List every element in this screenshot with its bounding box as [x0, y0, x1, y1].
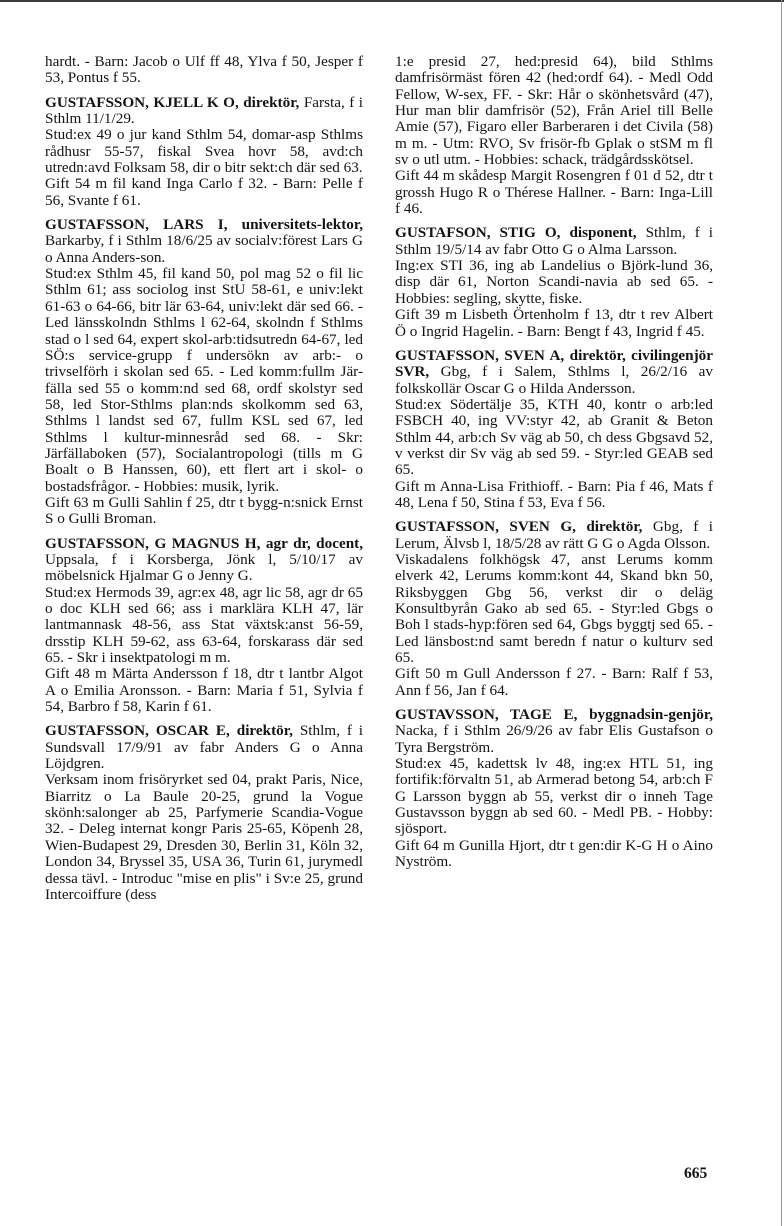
entry-heading: GUSTAFSSON, SVEN A, direktör, civilingenjör SVR, [395, 346, 713, 381]
entry-intro: Nacka, f i Sthlm 26/9/26 av fabr Elis Gustafson o Tyra Bergström. [395, 722, 713, 756]
entry-paragraph: Stud:ex 49 o jur kand Sthlm 54, domar-asp Sthlms rådhusr 55-57, fiskal Svea hovr 58, avd:ch utredn:avd Folksam 58, dir o bitr sekt:ch där sed 63. [45, 126, 363, 177]
entry-paragraph: Stud:ex Sthlm 45, fil kand 50, pol mag 52 o fil lic Sthlm 61; ass sociolog inst StU 58-61, e univ:lekt 61-63 o 64-66, bitr lär 63-64, univ:lekt där sed 66. - Led länsskolndn Sthlms l 62-64, skolndn f Sthlms stad o l sed 64, expert skol-arb:tidsutredn 64-67, led SÖ:s service-grupp f undersökn av arb:- o trivselförh i skolan sed 65. - Led komm:fullm Jär-fälla sed 55 o komm:nd sed 68, ordf skolstyr sed 58, led Stor-Sthlms plan:nds skolkomm sed 63, Sthlms l landst sed 67, fullm KSL sed 67, led Sthlms l kultur-minnesråd sed 68. - Skr: Järfällaboken (57), Socialantropologi (tills m G Boalt o B Hanssen, 60), ett flert art i skol- o bostadsfrågor. - Hobbies: musik, lyrik. [45, 265, 363, 495]
entry-intro: Gbg, f i Salem, Sthlms l, 26/2/16 av folkskollär Oscar G o Hilda Andersson. [395, 363, 713, 397]
entry-intro: Sthlm, f i Sundsvall 17/9/91 av fabr Anders G o Anna Löjdgren. [45, 722, 364, 773]
entry-kjell-gustafsson [45, 95, 363, 209]
entry-paragraph: 1:e presid 27, hed:presid 64), bild Sthlms damfrisörmäst fören 42 (hed:ordf 64). - Medl Odd Fellow, W-sex, FF. - Skr: Hår o skönhetsvård (47), Hur man blir damfrisör (52), Från Ariel till Belle Amie (57), Figaro eller Barberaren i det Civila (58) m m. - Utm: RVO, Sv frisör-fb Gplak o stSM m fl sv o utl utm. - Hobbies: schack, trädgårdsskötsel. [395, 53, 713, 169]
entry-stig-gustafson [395, 225, 713, 339]
entry-paragraph: Stud:ex 45, kadettsk lv 48, ing:ex HTL 51, ing fortifik:förvaltn 51, ab Armerad betong 54, arb:ch F G Larsson byggn ab 55, verkst dir o inneh Tage Gustavsson byggn ab sed 60. - Medl PB. - Hobby: sjösport. [395, 755, 713, 838]
entry-magnus-gustafsson [45, 536, 363, 716]
entry-paragraph: Gift 39 m Lisbeth Örtenholm f 13, dtr t rev Albert Ö o Ingrid Hagelin. - Barn: Bengt f 43, Ingrid f 45. [395, 306, 713, 340]
right-column [395, 54, 713, 879]
entry-paragraph: Stud:ex Södertälje 35, KTH 40, kontr o arb:led FSBCH 40, ing VV:styr 42, ab Granit & Beton Sthlm 44, arb:ch Sv väg ab 50, ch dess Gbgsavd 52, v verkst dir Sv väg ab sed 59. - Styr:led GEAB sed 65. [395, 395, 713, 479]
entry-heading: GUSTAFSSON, OSCAR E, direktör, [45, 722, 293, 740]
entry-paragraph: Gift 50 m Gull Andersson f 27. - Barn: Ralf f 53, Ann f 56, Jan f 64. [395, 665, 713, 699]
page-number: 665 [684, 1165, 708, 1182]
page-right-edge [781, 0, 782, 1226]
entry-paragraph: Ing:ex STI 36, ing ab Landelius o Björk-lund 36, disp där 61, Norton Scandi-navia ab sed 65. - Hobbies: segling, skytte, fiske. [395, 257, 713, 307]
entry-heading: GUSTAFSSON, SVEN G, direktör, [395, 518, 643, 536]
entry-intro: Gbg, f i Lerum, Älvsb l, 18/5/28 av rätt G G o Agda Olsson. [395, 518, 714, 552]
entry-tage-gustavsson [395, 707, 713, 870]
entry-paragraph: Gift 63 m Gulli Sahlin f 25, dtr t bygg-n:snick Ernst S o Gulli Broman. [45, 493, 363, 528]
entry-heading: GUSTAFSSON, G MAGNUS H, agr dr, docent, [45, 534, 363, 552]
entry-heading: GUSTAVSSON, TAGE E, byggnadsin-genjör, [395, 706, 713, 724]
entry-paragraph: Gift 64 m Gunilla Hjort, dtr t gen:dir K-G H o Aino Nyström. [395, 836, 713, 871]
entry-paragraph: Gift m Anna-Lisa Frithioff. - Barn: Pia f 46, Mats f 48, Lena f 50, Stina f 53, Eva f 56. [395, 477, 713, 511]
entry-heading: GUSTAFSSON, LARS I, universitets-lektor, [45, 216, 363, 234]
entry-intro: Sthlm, f i Sthlm 19/5/14 av fabr Otto G o Alma Larsson. [395, 224, 714, 258]
left-column [45, 54, 363, 911]
entry-intro: Farsta, f i Sthlm 11/1/29. [45, 93, 363, 128]
page-top-rule [0, 0, 784, 2]
entry-paragraph: Verksam inom frisöryrket sed 04, prakt Paris, Nice, Biarritz o La Baule 20-25, grund la Vogue skönh:salonger ab 25, Parfymerie Scandia-Vogue 32. - Deleg internat kongr Paris 25-65, Köpenh 28, Wien-Budapest 29, Dresden 30, Berlin 31, Köln 32, London 34, Bryssel 35, USA 36, Turin 61, jurymedl dessa tävl. - Introduc "mise en plis" i Sv:e 25, grund Intercoiffure (dess [45, 771, 363, 903]
entry-intro: Uppsala, f i Korsberga, Jönk l, 5/10/17 av möbelsnick Hjalmar G o Jenny G. [45, 550, 363, 585]
entry-paragraph: Gift 48 m Märta Andersson f 18, dtr t lantbr Algot A o Emilia Aronsson. - Barn: Maria f 51, Sylvia f 54, Barbro f 58, Karin f 61. [45, 665, 363, 716]
entry-sven-g-gustafsson [395, 519, 713, 699]
continuation-text [395, 54, 713, 217]
entry-heading: GUSTAFSSON, KJELL K O, direktör, [45, 93, 300, 111]
entry-intro: Barkarby, f i Sthlm 18/6/25 av socialv:förest Lars G o Anna Anders-son. [45, 232, 363, 266]
continuation-text: hardt. - Barn: Jacob o Ulf ff 48, Ylva f 50, Jesper f 53, Pontus f 55. [45, 53, 363, 87]
entry-oscar-gustafsson [45, 723, 363, 903]
entry-heading: GUSTAFSON, STIG O, disponent, [395, 224, 637, 242]
entry-paragraph: Viskadalens folkhögsk 47, anst Lerums komm elverk 42, Lerums komm:kont 44, Skand bkn 50, Riksbyggen Gbg 56, verkst dir o deläg Konsultbyrån Gako ab sed 65. - Styr:led Gbgs o Boh l stads-hyp:fören sed 64, Gbgs byggtj sed 65. - Led länsbost:nd samt beredn f natur o kulturv sed 65. [395, 550, 713, 667]
entry-paragraph: Gift 54 m fil kand Inga Carlo f 32. - Barn: Pelle f 56, Svante f 61. [45, 175, 363, 209]
entry-sven-a-gustafsson [395, 348, 713, 511]
entry-paragraph: Stud:ex Hermods 39, agr:ex 48, agr lic 58, agr dr 65 o doc KLH sed 66; ass i marklära KLH 47, lär lantmannask 48-56, ass Stat växtsk:anst 56-59, drsstip KLH 59-62, ass 63-64, forskarass där sed 65. - Skr i insektpatologi m m. [45, 583, 363, 667]
entry-paragraph: Gift 44 m skådesp Margit Rosengren f 01 d 52, dtr t grossh Hugo R o Thérese Hallner. - Barn: Inga-Lill f 46. [395, 167, 713, 218]
entry-lars-gustafsson [45, 217, 363, 528]
